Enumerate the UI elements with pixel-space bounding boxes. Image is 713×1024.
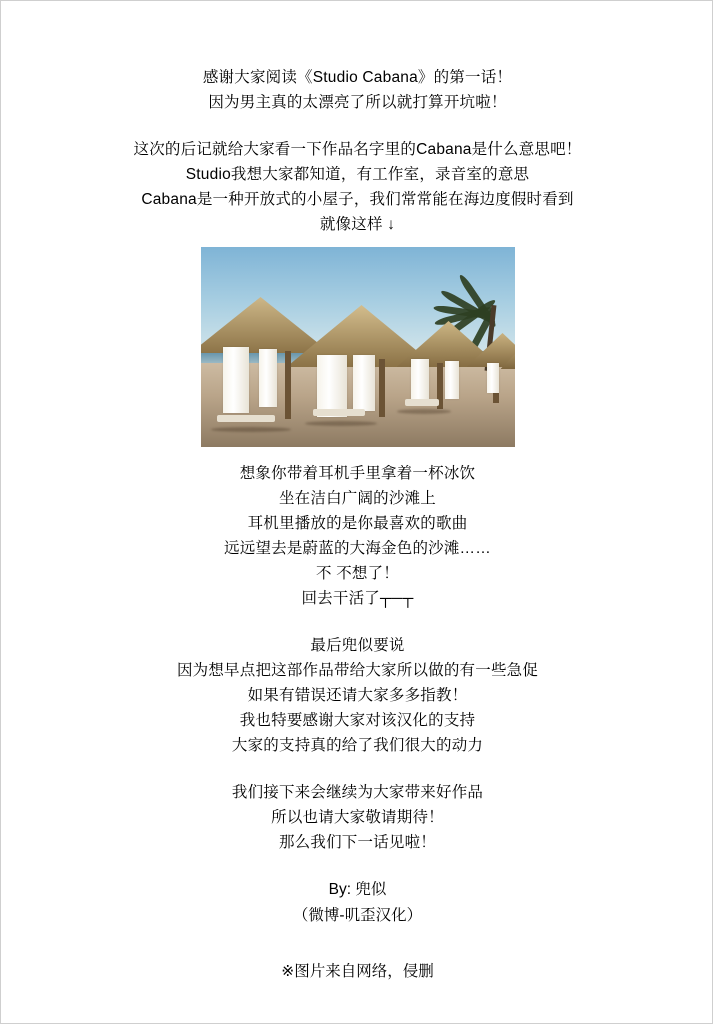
cabana-curtain xyxy=(353,355,375,411)
credit-weibo: （微博-叽歪汉化） xyxy=(292,907,423,924)
spacer-1 xyxy=(1,115,713,137)
cabana-curtain xyxy=(317,355,347,417)
closing-line-1: 我们接下来会继续为大家带来好作品 xyxy=(231,784,484,801)
lounge-bed xyxy=(405,399,439,406)
lounge-bed xyxy=(217,415,275,422)
explanation-block xyxy=(1,137,713,237)
page-content xyxy=(1,1,713,985)
afterword-line-4: 我也特要感谢大家对该汉化的支持 xyxy=(239,712,476,729)
footnote-text: ※图片来自网络，侵删 xyxy=(281,963,434,980)
closing-block xyxy=(1,780,713,855)
cabana-post xyxy=(379,359,385,417)
explanation-line-3: Cabana是一种开放式的小屋子，我们常常能在海边度假时看到 xyxy=(141,191,574,208)
cabana-curtain xyxy=(445,361,459,399)
intro-line-2: 因为男主真的太漂亮了所以就打算开坑啦！ xyxy=(208,94,507,111)
cabana-curtain xyxy=(223,347,249,413)
photo-container xyxy=(201,247,515,447)
cabana-curtain xyxy=(411,359,429,403)
spacer-5 xyxy=(1,855,713,877)
spacer-6 xyxy=(1,929,713,959)
afterword-line-2: 因为想早点把这部作品带给大家所以做的有一些急促 xyxy=(176,662,539,679)
beach-cabana-photo xyxy=(201,247,515,447)
ground-shadow xyxy=(305,421,377,426)
credit-block xyxy=(1,877,713,929)
imagination-line-3: 耳机里播放的是你最喜欢的歌曲 xyxy=(247,515,468,532)
afterword-line-3: 如果有错误还请大家多多指教！ xyxy=(247,687,468,704)
imagination-line-4: 远远望去是蔚蓝的大海金色的沙滩…… xyxy=(224,540,491,557)
afterword-line-1: 最后兜似要说 xyxy=(310,637,405,654)
cabana-post xyxy=(285,351,291,419)
closing-line-3: 那么我们下一话见啦！ xyxy=(278,834,436,851)
explanation-line-2: Studio我想大家都知道，有工作室，录音室的意思 xyxy=(185,166,530,183)
imagination-line-6: 回去干活了┬─┬ xyxy=(301,590,414,607)
ground-shadow xyxy=(397,409,451,414)
imagination-line-2: 坐在洁白广阔的沙滩上 xyxy=(278,490,436,507)
spacer-4 xyxy=(1,758,713,780)
closing-line-2: 所以也请大家敬请期待！ xyxy=(271,809,444,826)
imagination-line-1: 想象你带着耳机手里拿着一杯冰饮 xyxy=(239,465,476,482)
ground-shadow xyxy=(211,427,291,432)
afterword-block xyxy=(1,633,713,758)
explanation-line-1: 这次的后记就给大家看一下作品名字里的Cabana是什么意思吧！ xyxy=(133,141,582,158)
imagination-line-5: 不 不想了！ xyxy=(315,565,399,582)
cabana-curtain xyxy=(487,363,499,393)
footnote-block xyxy=(1,959,713,985)
cabana-curtain xyxy=(259,349,277,407)
lounge-bed xyxy=(313,409,365,416)
explanation-line-4: 就像这样 ↓ xyxy=(319,216,396,233)
spacer-2 xyxy=(1,447,713,461)
afterword-line-5: 大家的支持真的给了我们很大的动力 xyxy=(231,737,484,754)
intro-line-1: 感谢大家阅读《Studio Cabana》的第一话！ xyxy=(202,69,513,86)
spacer-3 xyxy=(1,611,713,633)
intro-block xyxy=(1,65,713,115)
imagination-block xyxy=(1,461,713,611)
credit-by: By: 兜似 xyxy=(328,881,387,898)
